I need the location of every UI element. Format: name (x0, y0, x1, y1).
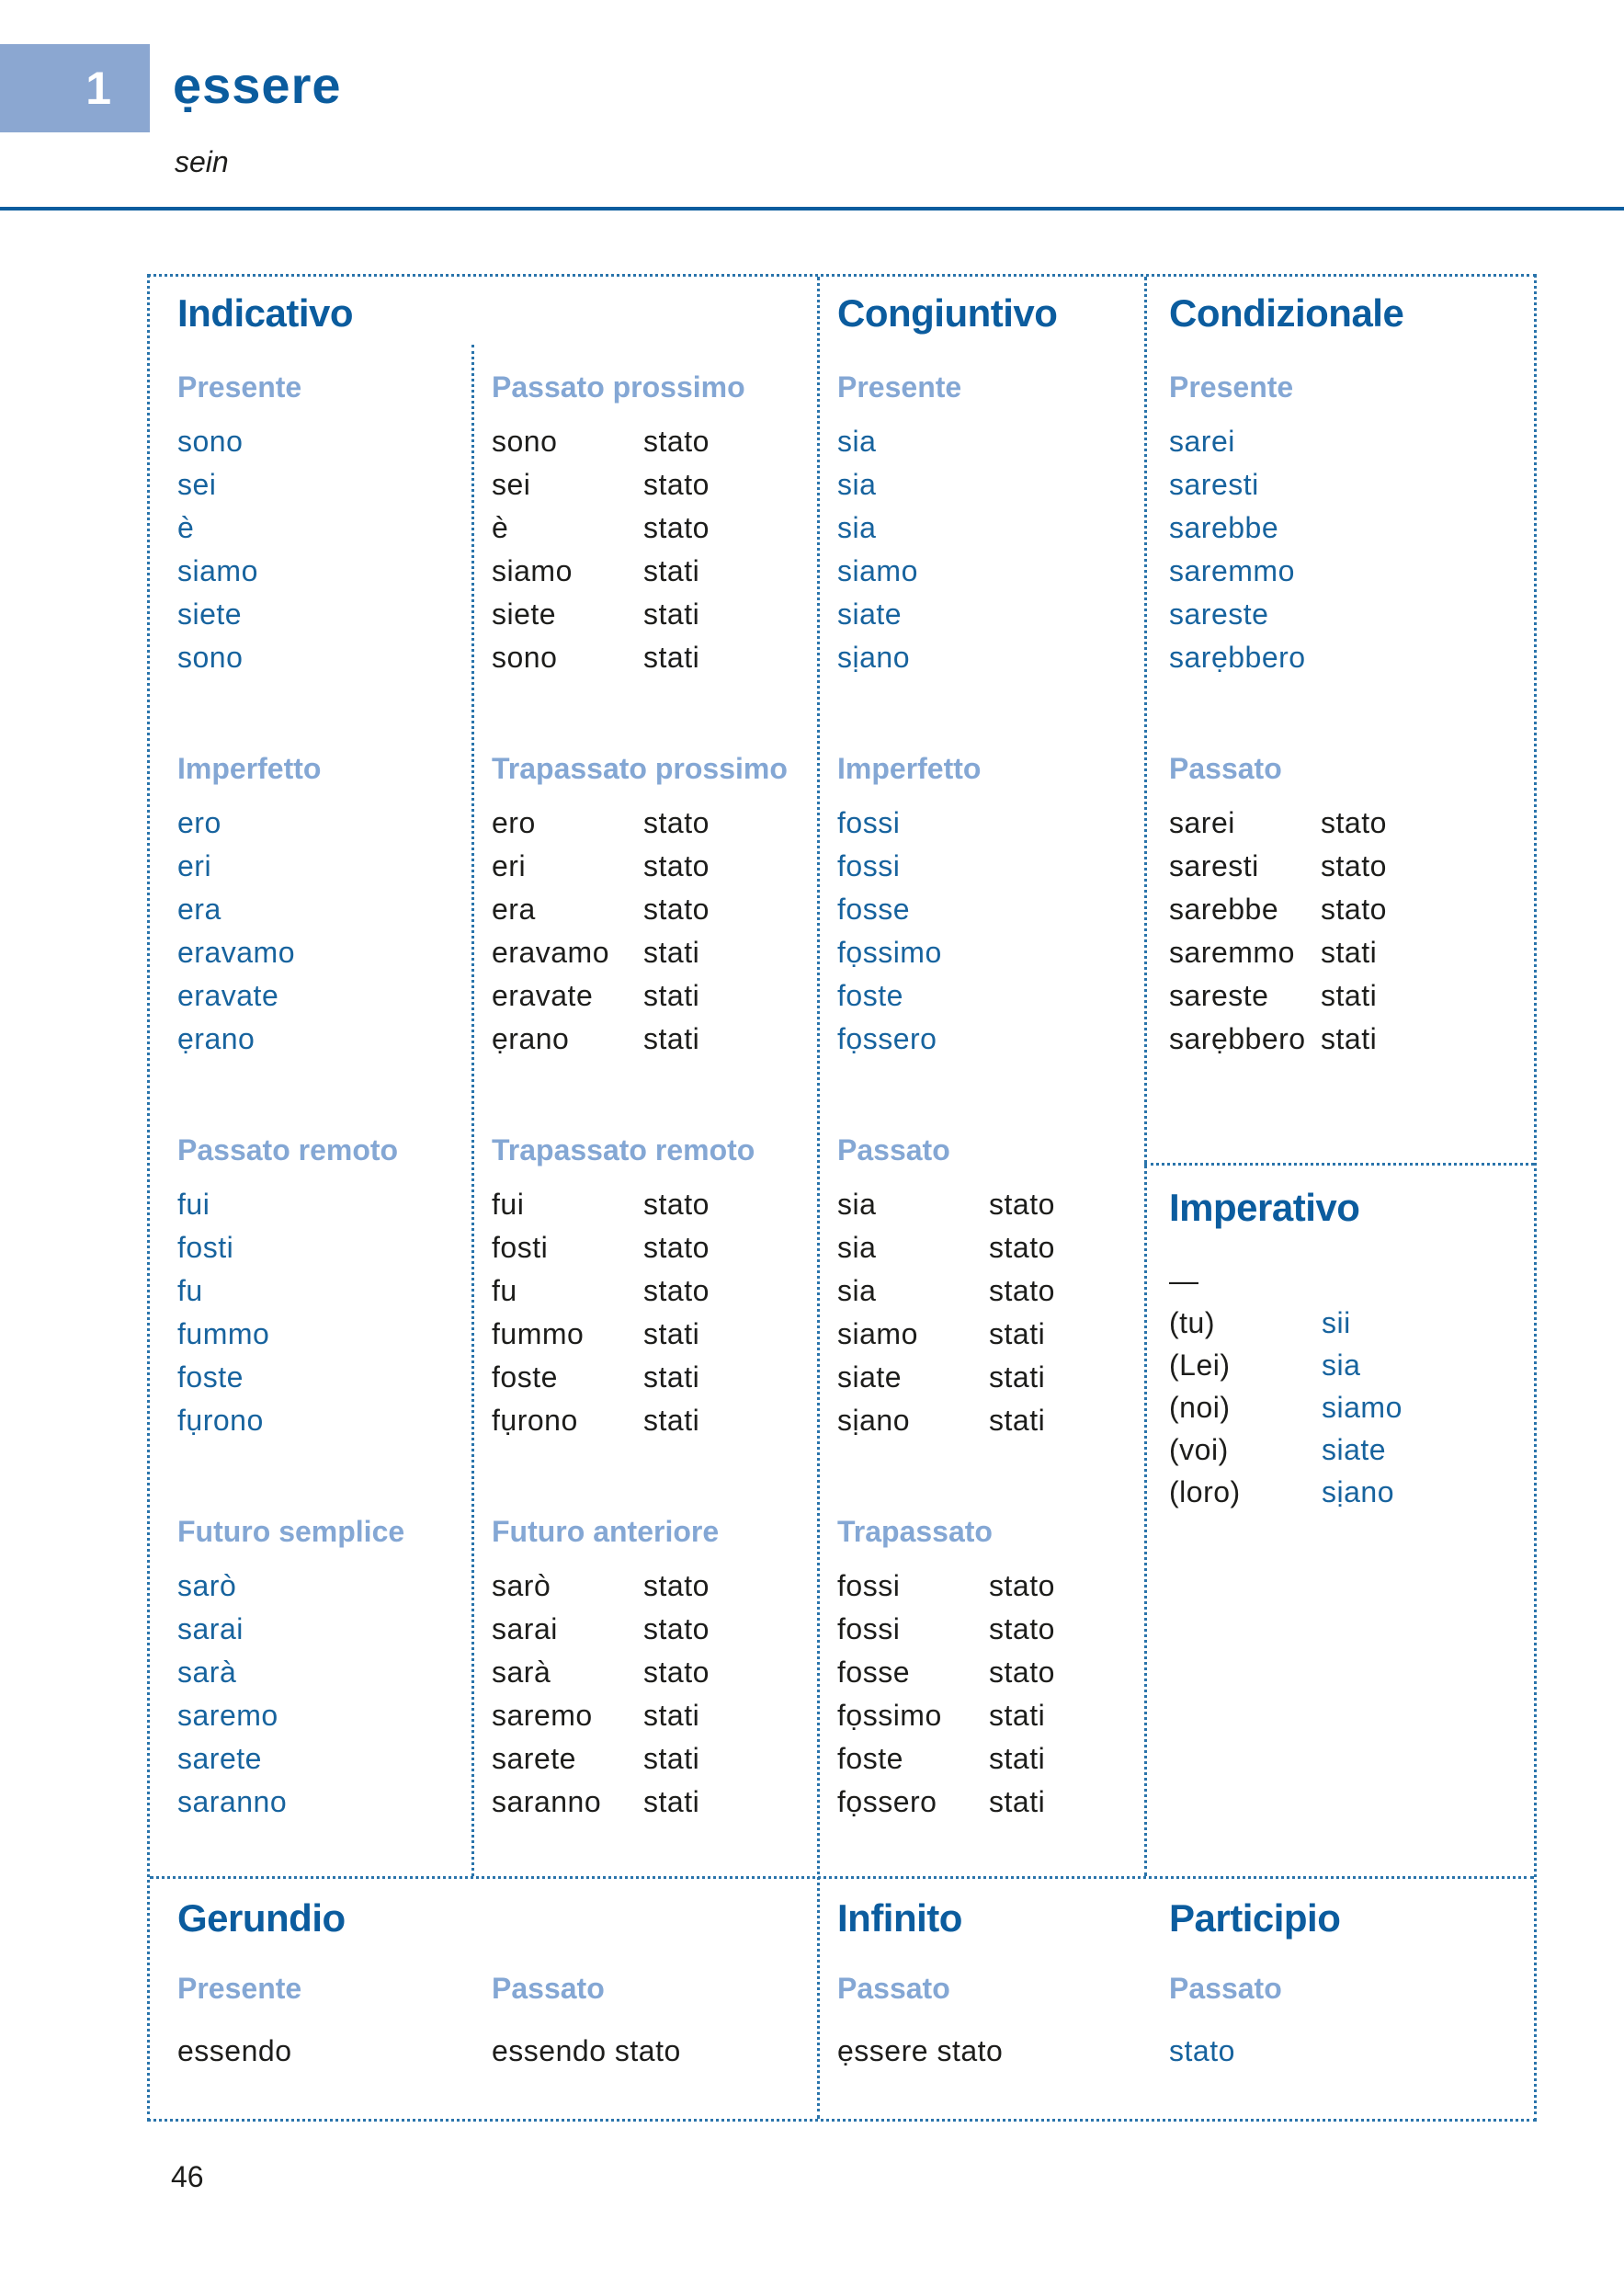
verb-form-row (492, 1399, 700, 1442)
verb-form-row (492, 1313, 700, 1356)
verb-form-row (1169, 888, 1387, 931)
verb-form: siamo (177, 554, 258, 587)
verb-form-row (492, 931, 700, 974)
verb-form: fọssero (837, 1022, 937, 1055)
tense-label-ind-futuro-semplice: Futuro semplice (177, 1515, 405, 1548)
divider-bottom-row (150, 1876, 1534, 1879)
verb-form: saranno (177, 1785, 288, 1818)
participle-form: stato (643, 425, 710, 458)
mood-header-participio: Participio (1169, 1896, 1341, 1940)
auxiliary-form: saremo (492, 1699, 593, 1732)
participle-form: stato (989, 1274, 1055, 1307)
imperative-row (1169, 1471, 1394, 1513)
verb-title: ẹssere (173, 56, 342, 114)
verb-form-row (837, 1356, 1046, 1399)
participle-form: stati (989, 1785, 1046, 1818)
conjugation-table (147, 274, 1537, 2122)
auxiliary-form: fụrono (492, 1404, 578, 1437)
participle-form: stati (1321, 936, 1378, 969)
verb-form: foste (177, 1360, 244, 1394)
verb-form: saresti (1169, 468, 1259, 501)
auxiliary-form: sarẹbbero (1169, 1022, 1306, 1055)
participio-passato-form: stato (1169, 2034, 1235, 2067)
verb-form-row (837, 1399, 1046, 1442)
mood-header-gerundio: Gerundio (177, 1896, 346, 1940)
forms-ind-futuro-semplice (177, 1565, 287, 1824)
verb-form: fossi (837, 806, 901, 839)
verb-form: saremo (177, 1699, 278, 1732)
verb-form-row (837, 1183, 1055, 1226)
participle-form: stati (643, 1785, 700, 1818)
verb-form: sarà (177, 1656, 237, 1689)
verb-translation: sein (175, 145, 229, 178)
auxiliary-form: fu (492, 1274, 517, 1307)
auxiliary-form: sarai (492, 1612, 558, 1645)
auxiliary-form: sarete (492, 1742, 576, 1775)
verb-form-row (837, 1313, 1046, 1356)
participle-form: stati (643, 1317, 700, 1350)
imperative-form: sịano (1322, 1475, 1394, 1508)
participle-form: stati (643, 554, 700, 587)
imperative-pronoun: (loro) (1169, 1475, 1241, 1508)
auxiliary-form: sono (492, 641, 558, 674)
tense-label-ind-passato-remoto: Passato remoto (177, 1133, 399, 1166)
auxiliary-form: sono (492, 425, 558, 458)
tense-label-ind-trapassato-prossimo: Trapassato prossimo (492, 752, 788, 785)
verb-form: fossi (837, 849, 901, 882)
divider-indicativo-subcolumns (471, 345, 474, 1876)
verb-form: sarẹbbero (1169, 641, 1306, 674)
tense-label-ger-presente: Presente (177, 1972, 302, 2005)
divider-congiuntivo-left (817, 277, 820, 2119)
verb-form-row (492, 845, 710, 888)
verb-form: sarete (177, 1742, 262, 1775)
auxiliary-form: fossi (837, 1569, 901, 1602)
auxiliary-form: siate (837, 1360, 903, 1394)
auxiliary-form: eravamo (492, 936, 609, 969)
verb-form-row (837, 1269, 1055, 1313)
participle-form: stati (643, 1742, 700, 1775)
auxiliary-form: è (492, 511, 509, 544)
verb-form: sono (177, 641, 244, 674)
verb-form-row (837, 1737, 1046, 1781)
verb-form-row (492, 550, 700, 593)
header-rule (0, 207, 1624, 211)
auxiliary-form: siamo (837, 1317, 918, 1350)
participle-form: stato (643, 468, 710, 501)
imperative-row (1169, 1428, 1387, 1471)
auxiliary-form: sarebbe (1169, 893, 1279, 926)
verb-form: siate (837, 597, 903, 631)
auxiliary-form: sarà (492, 1656, 551, 1689)
forms-cond-passato (1169, 802, 1387, 1061)
auxiliary-form: foste (492, 1360, 558, 1394)
auxiliary-form: era (492, 893, 536, 926)
verb-form-row (1169, 974, 1378, 1018)
verb-form-row (492, 1018, 700, 1061)
participle-form: stato (643, 893, 710, 926)
participle-form: stato (1321, 849, 1387, 882)
auxiliary-form: sarei (1169, 806, 1235, 839)
verb-form-row (492, 974, 700, 1018)
verb-form-row (492, 506, 710, 550)
participle-form: stato (643, 1274, 710, 1307)
forms-cong-passato (837, 1183, 1055, 1442)
auxiliary-form: saresti (1169, 849, 1259, 882)
forms-imperativo (1169, 1302, 1403, 1513)
verb-form: sia (837, 425, 877, 458)
verb-form-row (492, 1565, 710, 1608)
verb-form: eri (177, 849, 212, 882)
verb-form-row (492, 1269, 710, 1313)
verb-form-row (492, 1651, 710, 1694)
participle-form: stati (643, 979, 700, 1012)
verb-form-row (492, 1737, 700, 1781)
verb-form-row (492, 593, 700, 636)
verb-form: ero (177, 806, 221, 839)
verb-form: ẹrano (177, 1022, 256, 1055)
imperative-form: siate (1322, 1433, 1387, 1466)
tense-label-ger-passato: Passato (492, 1972, 605, 2005)
auxiliary-form: saremmo (1169, 936, 1295, 969)
participle-form: stato (1321, 893, 1387, 926)
auxiliary-form: sia (837, 1188, 877, 1221)
verb-form-row (492, 1356, 700, 1399)
participle-form: stati (989, 1404, 1046, 1437)
page-number: 46 (171, 2160, 204, 2193)
verb-form-row (492, 1694, 700, 1737)
infinito-passato-form: ẹssere stato (837, 2034, 1004, 2067)
tense-label-cond-presente: Presente (1169, 370, 1294, 404)
participle-form: stati (643, 1360, 700, 1394)
verb-form: eravamo (177, 936, 295, 969)
verb-form: sịano (837, 641, 910, 674)
forms-ind-presente (177, 420, 258, 679)
participle-form: stato (643, 1569, 710, 1602)
forms-cond-presente (1169, 420, 1306, 679)
verb-form-row (1169, 931, 1378, 974)
auxiliary-form: sia (837, 1274, 877, 1307)
imperative-form: siamo (1322, 1391, 1403, 1424)
verb-form-row (837, 1781, 1046, 1824)
verb-form: fọssimo (837, 936, 942, 969)
verb-form-row (837, 1608, 1055, 1651)
auxiliary-form: eri (492, 849, 527, 882)
verb-form-row (1169, 845, 1387, 888)
imperative-pronoun: (Lei) (1169, 1349, 1231, 1382)
mood-header-imperativo: Imperativo (1169, 1186, 1360, 1229)
tense-label-cond-passato: Passato (1169, 752, 1282, 785)
participle-form: stato (989, 1231, 1055, 1264)
participle-form: stato (643, 1188, 710, 1221)
verb-form: sono (177, 425, 244, 458)
verb-form: sarei (1169, 425, 1235, 458)
imperative-pronoun: (tu) (1169, 1306, 1215, 1339)
verb-form: siamo (837, 554, 918, 587)
tense-label-cong-imperfetto: Imperfetto (837, 752, 982, 785)
verb-form: fụrono (177, 1404, 264, 1437)
verb-form-row (492, 1781, 700, 1824)
imperative-pronoun: (noi) (1169, 1391, 1231, 1424)
verb-form: fummo (177, 1317, 270, 1350)
verb-form: sarebbe (1169, 511, 1279, 544)
participle-form: stati (643, 936, 700, 969)
mood-header-indicativo: Indicativo (177, 291, 354, 335)
participle-form: stati (643, 597, 700, 631)
lesson-number-box (0, 44, 150, 132)
participle-form: stato (989, 1188, 1055, 1221)
gerundio-passato-form: essendo stato (492, 2034, 681, 2067)
verb-form-row (492, 420, 710, 463)
tense-label-ind-futuro-anteriore: Futuro anteriore (492, 1515, 720, 1548)
verb-form-row (492, 802, 710, 845)
auxiliary-form: fosti (492, 1231, 549, 1264)
auxiliary-form: ẹrano (492, 1022, 570, 1055)
auxiliary-form: sareste (1169, 979, 1269, 1012)
verb-form: saremmo (1169, 554, 1295, 587)
imperative-pronoun: (voi) (1169, 1433, 1229, 1466)
participle-form: stati (989, 1317, 1046, 1350)
verb-form: siete (177, 597, 243, 631)
imperative-form: sia (1322, 1349, 1361, 1382)
auxiliary-form: fui (492, 1188, 525, 1221)
participle-form: stati (643, 1404, 700, 1437)
verb-form-row (837, 1226, 1055, 1269)
verb-form: è (177, 511, 195, 544)
participle-form: stati (989, 1699, 1046, 1732)
forms-cong-imperfetto (837, 802, 942, 1061)
lesson-number: 1 (85, 63, 111, 114)
participle-form: stato (1321, 806, 1387, 839)
tense-label-cong-trapassato: Trapassato (837, 1515, 993, 1548)
forms-ind-futuro-anteriore (492, 1565, 710, 1824)
participle-form: stati (989, 1742, 1046, 1775)
verb-form: fui (177, 1188, 210, 1221)
forms-cong-presente (837, 420, 918, 679)
auxiliary-form: fọssimo (837, 1699, 942, 1732)
auxiliary-form: sịano (837, 1404, 910, 1437)
participle-form: stato (643, 806, 710, 839)
imperative-row (1169, 1386, 1403, 1428)
mood-header-congiuntivo: Congiuntivo (837, 291, 1058, 335)
participle-form: stati (643, 1699, 700, 1732)
divider-condizionale-left (1144, 277, 1147, 1876)
auxiliary-form: eravate (492, 979, 594, 1012)
participle-form: stati (643, 641, 700, 674)
verb-form: fosse (837, 893, 910, 926)
verb-form-row (837, 1565, 1055, 1608)
verb-form: sia (837, 468, 877, 501)
forms-ind-trapassato-remoto (492, 1183, 710, 1442)
participle-form: stati (1321, 1022, 1378, 1055)
divider-imperativo-top (1144, 1163, 1534, 1166)
verb-form: sarò (177, 1569, 237, 1602)
participle-form: stato (643, 1231, 710, 1264)
participle-form: stato (989, 1569, 1055, 1602)
verb-form: fosti (177, 1231, 234, 1264)
verb-form: foste (837, 979, 903, 1012)
imperative-row (1169, 1302, 1351, 1344)
forms-cong-trapassato (837, 1565, 1055, 1824)
verb-form: eravate (177, 979, 279, 1012)
participle-form: stato (989, 1656, 1055, 1689)
imperativo-none-placeholder: — (1169, 1264, 1198, 1297)
participle-form: stati (1321, 979, 1378, 1012)
verb-form-row (492, 1226, 710, 1269)
auxiliary-form: saranno (492, 1785, 602, 1818)
forms-ind-passato-remoto (177, 1183, 269, 1442)
auxiliary-form: fummo (492, 1317, 585, 1350)
tense-label-inf-passato: Passato (837, 1972, 950, 2005)
verb-form-row (492, 1608, 710, 1651)
tense-label-cong-passato: Passato (837, 1133, 950, 1166)
imperative-row (1169, 1344, 1361, 1386)
auxiliary-form: foste (837, 1742, 903, 1775)
forms-ind-passato-prossimo (492, 420, 710, 679)
auxiliary-form: sia (837, 1231, 877, 1264)
verb-form: sareste (1169, 597, 1269, 631)
auxiliary-form: ero (492, 806, 536, 839)
verb-form-row (492, 888, 710, 931)
imperative-form: sii (1322, 1306, 1351, 1339)
auxiliary-form: fosse (837, 1656, 910, 1689)
verb-form: era (177, 893, 221, 926)
auxiliary-form: sei (492, 468, 531, 501)
tense-label-cong-presente: Presente (837, 370, 962, 404)
participle-form: stato (643, 511, 710, 544)
participle-form: stato (989, 1612, 1055, 1645)
participle-form: stato (643, 1656, 710, 1689)
tense-label-part-passato: Passato (1169, 1972, 1282, 2005)
verb-form: sia (837, 511, 877, 544)
participle-form: stato (643, 849, 710, 882)
tense-label-ind-imperfetto: Imperfetto (177, 752, 322, 785)
verb-form: sarai (177, 1612, 244, 1645)
mood-header-condizionale: Condizionale (1169, 291, 1404, 335)
verb-form-row (837, 1694, 1046, 1737)
participle-form: stato (643, 1612, 710, 1645)
forms-ind-imperfetto (177, 802, 295, 1061)
verb-form: sei (177, 468, 217, 501)
forms-ind-trapassato-prossimo (492, 802, 710, 1061)
auxiliary-form: siete (492, 597, 557, 631)
gerundio-presente-form: essendo (177, 2034, 292, 2067)
verb-form-row (1169, 1018, 1378, 1061)
verb-form: fu (177, 1274, 203, 1307)
tense-label-ind-passato-prossimo: Passato prossimo (492, 370, 745, 404)
auxiliary-form: sarò (492, 1569, 551, 1602)
mood-header-infinito: Infinito (837, 1896, 962, 1940)
auxiliary-form: fossi (837, 1612, 901, 1645)
auxiliary-form: fọssero (837, 1785, 937, 1818)
verb-form-row (492, 1183, 710, 1226)
tense-label-ind-presente: Presente (177, 370, 302, 404)
verb-form-row (492, 463, 710, 506)
verb-form-row (837, 1651, 1055, 1694)
verb-form-row (1169, 802, 1387, 845)
participle-form: stati (643, 1022, 700, 1055)
verb-form-row (492, 636, 700, 679)
participle-form: stati (989, 1360, 1046, 1394)
auxiliary-form: siamo (492, 554, 573, 587)
tense-label-ind-trapassato-remoto: Trapassato remoto (492, 1133, 755, 1166)
